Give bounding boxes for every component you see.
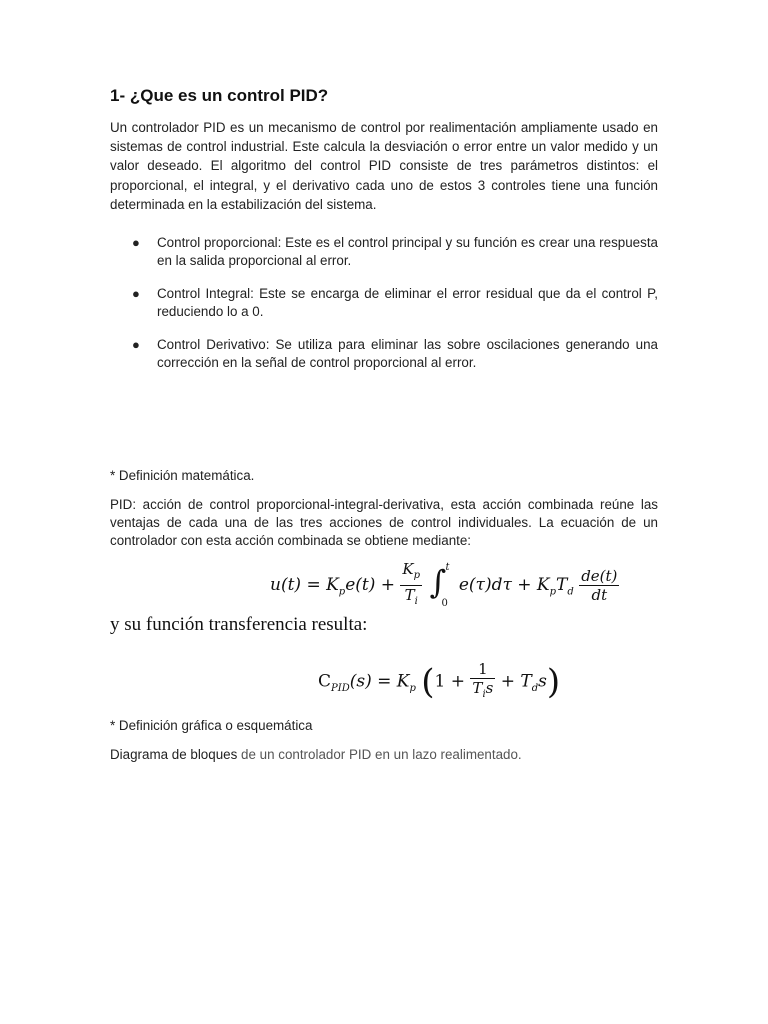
eq2-one-plus: 1 +	[434, 671, 466, 692]
eq2-td-sub: d	[531, 682, 539, 694]
eq1-kp-over-ti	[400, 560, 422, 611]
eq1-frac-den-sub: i	[414, 596, 418, 607]
bullet-icon: ●	[132, 337, 140, 353]
intro-paragraph: Un controlador PID es un mecanismo de control por realimentación ampliamente usado en sistemas de control industrial. Este calcula la desviación o error entre un valor medido y un valor deseado. El algoritmo del control PID consiste de tres parámetros distintos: el proporcional, el integral, y el derivativo cada uno de estos 3 controles tiene una función determinada en la estabilización del sistema.	[110, 120, 658, 212]
eq1-derivative-fraction	[579, 567, 619, 604]
eq2-kp-sub: p	[409, 682, 416, 694]
integral-lower-limit: 0	[441, 597, 448, 609]
list-item-derivative	[110, 336, 658, 371]
eq2-frac-den-s: s	[485, 679, 494, 697]
transfer-function-line: y su función transferencia resulta:	[110, 614, 368, 635]
eq2-frac-den-sub: i	[482, 689, 486, 700]
list-item-proportional	[110, 234, 658, 269]
pid-time-equation	[270, 560, 619, 611]
pid-transfer-equation	[318, 660, 560, 704]
right-paren: )	[546, 662, 561, 702]
list-item-text: Control Integral: Este se encarga de eliminar el error residual que da el control P, reduciendo lo a 0.	[157, 286, 658, 319]
eq1-deriv-num: de(t)	[581, 567, 618, 585]
list-item-integral	[110, 285, 658, 320]
math-definition-paragraph: PID: acción de control proporcional-integral-derivativa, esta acción combinada reúne las ventajas de cada una de las tres acciones de control individuales. La ecuación de un controlador con esta acción combinada se obtiene mediante:	[110, 497, 658, 548]
eq1-frac-num: K	[402, 560, 414, 578]
integral-upper-limit: t	[445, 561, 450, 573]
eq1-frac-num-sub: p	[413, 570, 421, 581]
graphic-definition-heading: * Definición gráfica o esquemática	[110, 718, 313, 733]
intro-section	[110, 86, 658, 387]
diagram-caption-part-a: Diagrama de bloques	[110, 747, 238, 762]
diagram-caption-part-b: de un controlador PID en un lazo realimentado.	[237, 747, 522, 762]
pid-components-list	[110, 234, 658, 371]
eq1-deriv-den: dt	[591, 586, 608, 604]
eq1-kp2-sub: p	[549, 586, 557, 598]
eq2-plus-td: + T	[500, 671, 532, 692]
eq2-frac-den: T	[472, 679, 483, 697]
eq1-td: T	[556, 575, 568, 595]
bullet-icon: ●	[132, 286, 140, 302]
eq1-td-sub: d	[567, 586, 574, 598]
eq1-lhs: u(t) = K	[270, 575, 339, 595]
math-definition-heading: * Definición matemática.	[110, 468, 255, 483]
diagram-caption	[110, 747, 522, 762]
eq2-one-over-tis	[470, 660, 495, 704]
eq1-term1: e(t) +	[345, 575, 396, 595]
eq1-integrand: e(τ)dτ + K	[458, 575, 550, 595]
bullet-icon: ●	[132, 235, 140, 251]
integral-symbol-icon: ∫	[429, 562, 447, 601]
page-title: 1- ¿Que es un control PID?	[110, 86, 329, 105]
eq2-frac-num: 1	[478, 660, 488, 678]
eq2-c: C	[318, 671, 332, 692]
list-item-text: Control proporcional: Este es el control principal y su función es crear una respuesta en la salida proporcional al error.	[157, 235, 658, 268]
eq2-pid-sub: PID	[331, 682, 350, 694]
eq2-lhs-arg: (s) = K	[349, 671, 410, 692]
integral-sign	[427, 561, 453, 609]
list-item-text: Control Derivativo: Se utiliza para eliminar las sobre oscilaciones generando una corrección en la señal de control proporcional al error.	[157, 337, 658, 370]
eq2-td-s: s	[538, 671, 547, 692]
eq1-frac-den: T	[404, 586, 415, 604]
left-paren: (	[421, 662, 435, 702]
eq1-kp-sub: p	[338, 586, 346, 598]
